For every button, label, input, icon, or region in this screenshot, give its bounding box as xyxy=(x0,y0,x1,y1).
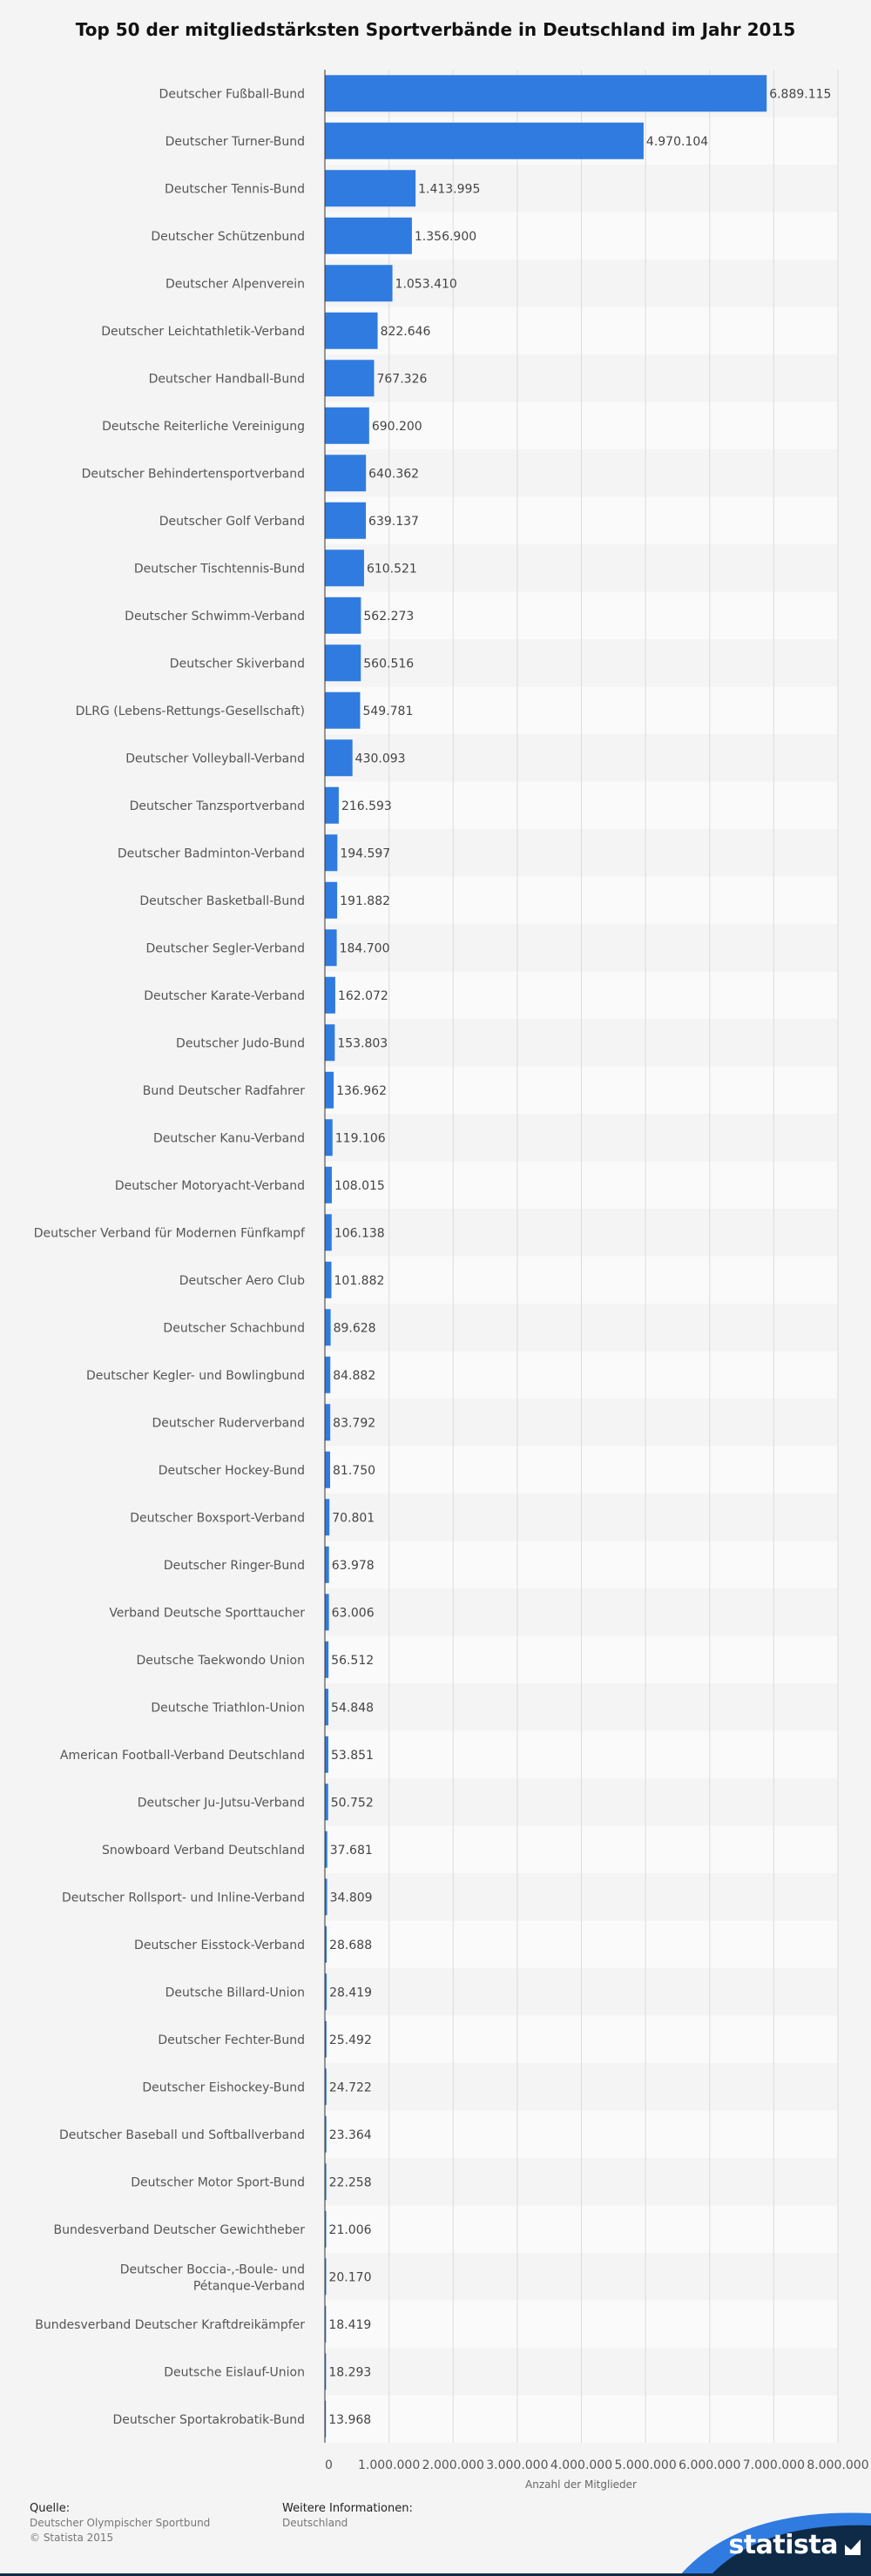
value-label: 37.681 xyxy=(329,1843,373,1858)
category-label: Deutscher Boccia-,-Boule- und Pétanque-Verband xyxy=(119,2262,305,2294)
category-label: Deutscher Ringer-Bund xyxy=(163,1558,305,1573)
value-label: 81.750 xyxy=(333,1463,376,1478)
bar xyxy=(325,1547,329,1583)
statista-brand[interactable] xyxy=(627,2491,871,2576)
value-label: 89.628 xyxy=(333,1321,376,1336)
category-label: DLRG (Lebens-Rettungs-Gesellschaft) xyxy=(75,704,305,718)
category-label: Deutscher Skiverband xyxy=(169,657,305,671)
value-label: 560.516 xyxy=(363,657,415,671)
category-label: Deutsche Taekwondo Union xyxy=(136,1653,305,1668)
category-label: Deutscher Schachbund xyxy=(163,1321,305,1336)
bar xyxy=(325,455,366,491)
bar xyxy=(325,1214,332,1251)
bar xyxy=(325,360,374,396)
category-label: Deutscher Motoryacht-Verband xyxy=(114,1178,305,1193)
value-label: 28.419 xyxy=(329,1986,373,2000)
value-label: 83.792 xyxy=(333,1416,376,1431)
bar xyxy=(325,1404,330,1440)
category-label: Deutscher Kanu-Verband xyxy=(152,1131,305,1146)
category-label: Deutscher Eisstock-Verband xyxy=(134,1938,305,1952)
value-label: 162.072 xyxy=(337,988,388,1003)
bar xyxy=(325,1784,328,1820)
value-label: 767.326 xyxy=(376,372,428,387)
x-tick-label: 1.000.000 xyxy=(357,2458,421,2472)
bar xyxy=(325,739,353,776)
value-label: 610.521 xyxy=(366,562,417,577)
bar xyxy=(325,1119,333,1156)
bar xyxy=(325,218,412,254)
x-tick-label: 6.000.000 xyxy=(679,2458,741,2472)
category-label: Bundesverband Deutscher Kraftdreikämpfer xyxy=(35,2317,305,2332)
info-region: Deutschland xyxy=(282,2517,348,2529)
value-label: 690.200 xyxy=(371,419,422,434)
value-label: 4.970.104 xyxy=(645,134,709,149)
category-label: Deutscher Rollsport- und Inline-Verband xyxy=(61,1891,305,1905)
value-label: 22.258 xyxy=(328,2175,372,2190)
x-axis-label: Anzahl der Mitglieder xyxy=(525,2478,637,2491)
value-label: 136.962 xyxy=(336,1083,387,1098)
value-label: 640.362 xyxy=(368,467,420,482)
category-label: Deutscher Verband für Modernen Fünfkampf xyxy=(33,1226,305,1241)
value-label: 70.801 xyxy=(332,1511,375,1526)
x-tick-label: 2.000.000 xyxy=(422,2458,484,2472)
bar xyxy=(325,1072,334,1109)
value-label: 63.006 xyxy=(331,1606,375,1621)
value-label: 153.803 xyxy=(337,1036,388,1051)
bar xyxy=(325,1024,334,1061)
bar xyxy=(325,1499,329,1535)
category-label: Deutscher Tanzsportverband xyxy=(129,799,305,813)
category-label: Deutsche Reiterliche Vereinigung xyxy=(102,419,305,434)
bar xyxy=(325,408,369,444)
footer xyxy=(0,2491,871,2576)
value-label: 84.882 xyxy=(333,1368,376,1383)
value-label: 6.889.115 xyxy=(769,87,832,102)
category-label: Deutscher Fußball-Bund xyxy=(159,87,305,102)
category-labels xyxy=(34,87,306,2427)
category-label: Deutscher Behindertensportverband xyxy=(81,467,305,482)
value-label: 50.752 xyxy=(330,1796,374,1811)
source-name: Deutscher Olympischer Sportbund xyxy=(30,2517,211,2529)
category-label: Deutscher Baseball und Softballverband xyxy=(58,2128,305,2142)
statista-logo: statista xyxy=(728,2530,838,2560)
bar xyxy=(325,502,366,539)
bar xyxy=(325,1167,332,1204)
value-label: 822.646 xyxy=(380,324,431,339)
value-label: 56.512 xyxy=(331,1653,375,1668)
category-label: Deutsche Billard-Union xyxy=(165,1986,305,2000)
category-label: Deutscher Tennis-Bund xyxy=(165,182,305,197)
category-label: Snowboard Verband Deutschland xyxy=(101,1843,305,1858)
value-label: 191.882 xyxy=(340,894,391,908)
value-label: 34.809 xyxy=(329,1891,373,1905)
bar xyxy=(325,834,337,871)
bar xyxy=(325,1452,330,1488)
value-label: 216.593 xyxy=(341,799,392,813)
value-label: 20.170 xyxy=(328,2270,372,2285)
category-label: Deutscher Volleyball-Verband xyxy=(125,752,305,766)
bar xyxy=(325,597,361,634)
value-label: 53.851 xyxy=(330,1748,374,1763)
category-label: American Football-Verband Deutschland xyxy=(59,1748,305,1763)
category-label: Bund Deutscher Radfahrer xyxy=(142,1083,305,1098)
value-label: 23.364 xyxy=(328,2128,372,2142)
source-block xyxy=(30,2501,210,2546)
category-label: Bundesverband Deutscher Gewichtheber xyxy=(53,2222,305,2237)
category-label: Deutscher Ruderverband xyxy=(152,1416,305,1431)
value-label: 108.015 xyxy=(334,1178,385,1193)
bar xyxy=(325,1594,329,1630)
value-label: 1.053.410 xyxy=(395,277,457,292)
bar xyxy=(325,1357,330,1393)
category-label: Deutscher Turner-Bund xyxy=(165,134,305,149)
value-label: 13.968 xyxy=(328,2412,372,2427)
category-label: Deutscher Judo-Bund xyxy=(176,1036,305,1051)
value-label: 549.781 xyxy=(362,704,414,718)
bar xyxy=(325,929,337,966)
value-label: 194.597 xyxy=(340,846,391,861)
category-label: Deutscher Handball-Bund xyxy=(148,372,305,387)
statista-logo-icon xyxy=(843,2538,862,2557)
value-label: 562.273 xyxy=(363,609,415,624)
value-label: 25.492 xyxy=(328,2033,372,2047)
x-tick-label: 7.000.000 xyxy=(742,2458,806,2472)
category-label: Deutsche Triathlon-Union xyxy=(151,1701,305,1716)
x-tick-label: 3.000.000 xyxy=(486,2458,549,2472)
value-label: 101.882 xyxy=(334,1273,385,1288)
category-label: Deutscher Motor Sport-Bund xyxy=(131,2175,305,2190)
bar xyxy=(325,550,364,586)
source-heading: Quelle: xyxy=(30,2502,71,2515)
category-label: Deutsche Eislauf-Union xyxy=(164,2365,305,2380)
category-label: Deutscher Segler-Verband xyxy=(145,941,305,956)
category-label: Deutscher Basketball-Bund xyxy=(139,894,305,908)
category-label: Deutscher Kegler- und Bowlingbund xyxy=(85,1368,305,1383)
bar xyxy=(325,787,339,824)
category-label: Deutscher Hockey-Bund xyxy=(158,1463,305,1478)
value-label: 24.722 xyxy=(328,2080,372,2095)
bar xyxy=(325,75,766,111)
value-label: 18.419 xyxy=(328,2317,372,2332)
chart-title: Top 50 der mitgliedstärksten Sportverbände in Deutschland im Jahr 2015 xyxy=(75,19,796,40)
info-block xyxy=(282,2501,413,2531)
bar xyxy=(325,1262,332,1298)
bar xyxy=(325,644,361,681)
value-label: 106.138 xyxy=(334,1226,385,1241)
x-tick-label: 8.000.000 xyxy=(807,2458,869,2472)
category-label: Deutscher Aero Club xyxy=(179,1273,305,1288)
x-tick-label: 4.000.000 xyxy=(550,2458,613,2472)
bar xyxy=(325,977,335,1014)
value-label: 21.006 xyxy=(328,2222,372,2237)
bar xyxy=(325,692,360,729)
bar xyxy=(325,882,337,919)
copyright: © Statista 2015 xyxy=(30,2532,114,2544)
category-label: Deutscher Golf Verband xyxy=(159,514,305,529)
bar xyxy=(325,1689,328,1725)
category-label: Deutscher Fechter-Bund xyxy=(158,2033,305,2047)
category-label: Deutscher Tischtennis-Bund xyxy=(133,562,305,577)
category-label: Deutscher Eishockey-Bund xyxy=(142,2080,305,2095)
bar xyxy=(325,123,644,159)
category-label: Deutscher Badminton-Verband xyxy=(117,846,305,861)
category-label: Verband Deutsche Sporttaucher xyxy=(109,1606,305,1621)
category-label: Deutscher Sportakrobatik-Bund xyxy=(112,2412,305,2427)
bar xyxy=(325,265,393,301)
value-label: 639.137 xyxy=(368,514,419,529)
value-label: 54.848 xyxy=(331,1701,375,1716)
category-label: Deutscher Leichtathletik-Verband xyxy=(101,324,305,339)
bar xyxy=(325,313,378,349)
x-axis-ticks xyxy=(325,2458,869,2472)
category-label: Deutscher Ju-Jutsu-Verband xyxy=(137,1796,305,1811)
category-label: Deutscher Alpenverein xyxy=(165,277,305,292)
bar xyxy=(325,1642,328,1678)
bar xyxy=(325,170,415,206)
value-label: 18.293 xyxy=(328,2365,372,2380)
value-label: 119.106 xyxy=(334,1131,386,1146)
category-label: Deutscher Schwimm-Verband xyxy=(125,609,305,624)
x-tick-label: 0 xyxy=(325,2458,333,2472)
value-label: 28.688 xyxy=(329,1938,373,1952)
value-label: 1.413.995 xyxy=(418,182,481,197)
value-label: 63.978 xyxy=(331,1558,375,1573)
bar xyxy=(325,1309,331,1345)
category-label: Deutscher Karate-Verband xyxy=(144,988,305,1003)
info-heading: Weitere Informationen: xyxy=(282,2502,413,2515)
bar xyxy=(325,1736,328,1773)
value-label: 184.700 xyxy=(339,941,390,956)
x-tick-label: 5.000.000 xyxy=(614,2458,677,2472)
category-label: Deutscher Schützenbund xyxy=(151,229,305,244)
value-label: 1.356.900 xyxy=(414,229,477,244)
value-label: 430.093 xyxy=(354,752,406,766)
category-label: Deutscher Boxsport-Verband xyxy=(130,1511,305,1526)
